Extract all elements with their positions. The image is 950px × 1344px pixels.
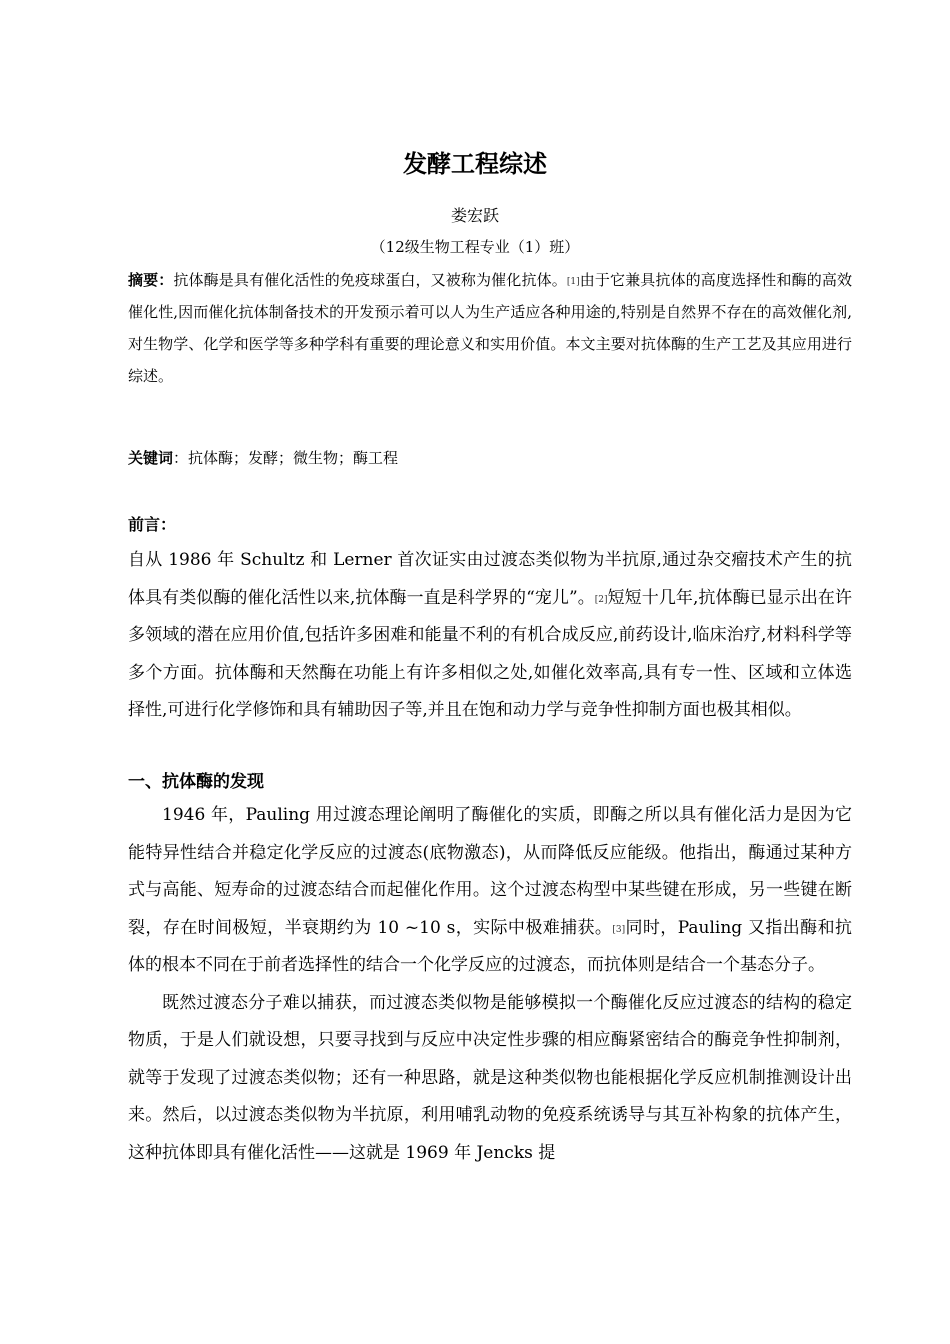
citation-ref-1: [1]	[566, 277, 580, 287]
citation-ref-3: [3]	[612, 924, 626, 935]
keywords-line	[128, 444, 852, 472]
section-1-body	[128, 797, 852, 1172]
abstract-text-part1: 抗体酶是具有催化活性的免疫球蛋白，又被称为催化抗体。	[173, 271, 567, 289]
section-1-para1-part1: 1946 年，Pauling 用过渡态理论阐明了酶催化的实质，即酶之所以具有催化活力是因为它能特异性结合并稳定化学反应的过渡态(底物激态)，从而降低反应能级。他指出，酶通过某种方式与高能、短寿命的过渡态结合而起催化作用。这个过渡态构型中某些键在形成，另一些键在断裂，存在时间极短，半衰期约为 10 ~10 s，实际中极难捕获。	[128, 805, 852, 938]
keywords-text: ：抗体酶；发酵；微生物；酶工程	[173, 449, 399, 467]
abstract-label: 摘要：	[128, 271, 174, 289]
keywords-label: 关键词	[128, 449, 174, 467]
citation-ref-2: [2]	[594, 594, 608, 605]
preface-text-part2: 短短十几年,抗体酶已显示出在许多领域的潜在应用价值,包括许多困难和能量不利的有机合成反应,前药设计,临床治疗,材料科学等多个方面。抗体酶和天然酶在功能上有许多相似之处,如催化效率高,具有专一性、区域和立体选择性,可进行化学修饰和具有辅助因子等,并且在饱和动力学与竞争性抑制方面也极其相似。	[128, 587, 852, 720]
preface-heading: 前言：	[128, 515, 177, 534]
section-1-paragraph-1	[128, 797, 852, 985]
section-1-paragraph-2: 既然过渡态分子难以捕获，而过渡态类似物是能够模拟一个酶催化反应过渡态的结构的稳定物质，于是人们就设想，只要寻找到与反应中决定性步骤的相应酶紧密结合的酶竞争性抑制剂，就等于发现了过渡态类似物；还有一种思路，就是这种类似物也能根据化学反应机制推测设计出来。然后，以过渡态类似物为半抗原，利用哺乳动物的免疫系统诱导与其互补构象的抗体产生，这种抗体即具有催化活性——这就是 1969 年 Jencks 提	[128, 992, 852, 1163]
abstract-paragraph	[128, 264, 852, 392]
abstract-text-part2: 由于它兼具抗体的高度选择性和酶的高效催化性,因而催化抗体制备技术的开发预示着可以人为生产适应各种用途的,特别是自然界不存在的高效催化剂,对生物学、化学和医学等多种学科有重要的理论意义和实用价值。本文主要对抗体酶的生产工艺及其应用进行综述。	[128, 271, 852, 385]
section-1-heading: 一、抗体酶的发现	[128, 772, 264, 792]
author-name: 娄宏跃	[450, 206, 499, 225]
section-1-para1-part2: 同时，Pauling 又指出酶和抗体的根本不同在于前者选择性的结合一个化学反应的过渡态，而抗体则是结合一个基态分子。	[128, 917, 852, 975]
author-affiliation: （12级生物工程专业（1）班）	[370, 238, 580, 256]
document-title: 发酵工程综述	[403, 150, 547, 178]
preface-text-part1: 自从 1986 年 Schultz 和 Lerner 首次证实由过渡态类似物为半抗原,通过杂交瘤技术产生的抗体具有类似酶的催化活性以来,抗体酶一直是科学界的“宠儿”。	[128, 550, 852, 608]
preface-paragraph	[128, 542, 852, 730]
